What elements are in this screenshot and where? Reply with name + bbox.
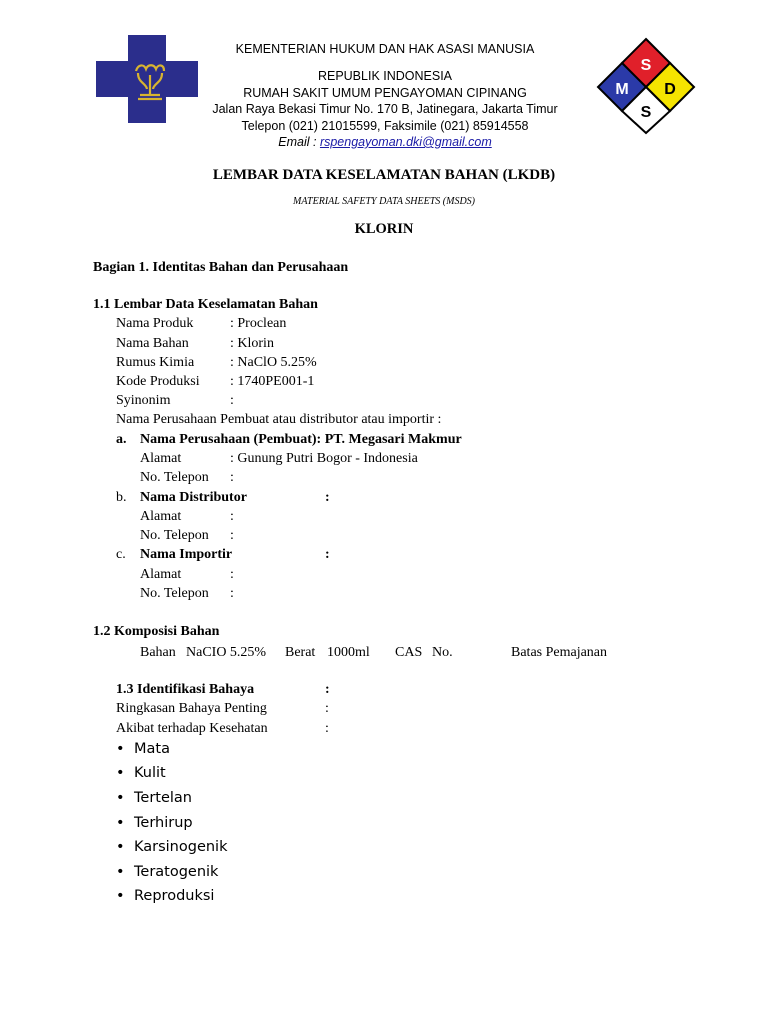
field-label: No. Telepon (140, 470, 209, 485)
field-value: : 1740PE001-1 (230, 374, 315, 389)
bullet-text: Karsinogenik (134, 839, 228, 855)
field-label: Alamat (140, 509, 182, 524)
bullet-text: Mata (134, 741, 170, 757)
substance-name: KLORIN (354, 221, 414, 237)
hospital-logo (94, 33, 200, 125)
bullet-text: Reproduksi (134, 888, 215, 904)
field-label: Kode Produksi (116, 374, 200, 389)
field-label: Rumus Kimia (116, 355, 195, 370)
field-value: : (230, 393, 234, 408)
field-value: : Klorin (230, 336, 274, 351)
field-value: : (230, 586, 234, 601)
diamond-top-letter: S (640, 57, 652, 74)
ministry-line: KEMENTERIAN HUKUM DAN HAK ASASI MANUSIA (235, 42, 535, 56)
field-label: Nama Produk (116, 316, 194, 331)
field-value: : Gunung Putri Bogor - Indonesia (230, 451, 418, 466)
company-intro: Nama Perusahaan Pembuat atau distributor atau importir : (116, 412, 442, 427)
berat-label: Berat (285, 645, 316, 660)
company-a-name: Nama Perusahaan (Pembuat): PT. Megasari Makmur (140, 432, 462, 447)
document-subtitle: MATERIAL SAFETY DATA SHEETS (MSDS) (292, 196, 476, 207)
field-value: : (230, 470, 234, 485)
field-label: Alamat (140, 567, 182, 582)
field-label: No. Telepon (140, 528, 209, 543)
list-marker: a. (116, 432, 127, 447)
bullet-text: Teratogenik (134, 864, 219, 880)
bullet-text: Kulit (134, 765, 166, 781)
address-line: Jalan Raya Bekasi Timur No. 170 B, Jatinegara, Jakarta Timur (212, 102, 558, 116)
bullet-text: Terhirup (134, 815, 193, 831)
email-line (200, 135, 570, 149)
hazard-label: Ringkasan Bahaya Penting (116, 701, 267, 716)
email-label: Email : (278, 135, 317, 149)
hazard-label: Akibat terhadap Kesehatan (116, 721, 268, 736)
cas-label: CAS (395, 645, 423, 660)
field-value: : (230, 567, 234, 582)
hazard-value: : (325, 721, 329, 736)
diamond-right-letter: D (664, 81, 676, 98)
diamond-bottom-letter: S (640, 104, 652, 121)
field-label: Nama Bahan (116, 336, 189, 351)
field-value: : (230, 509, 234, 524)
bahan-value: NaCIO 5.25% (186, 645, 267, 660)
section-1-2-heading: 1.2 Komposisi Bahan (93, 624, 220, 639)
msds-diamond-logo (594, 35, 698, 135)
cas-value: No. (432, 645, 453, 660)
bullet-text: Tertelan (134, 790, 192, 806)
batas-label: Batas Pemajanan (511, 645, 608, 660)
bahan-label: Bahan (140, 645, 176, 660)
field-label: No. Telepon (140, 586, 209, 601)
field-value: : Proclean (230, 316, 287, 331)
msds-diamond-icon (594, 35, 698, 135)
field-label: Syinonim (116, 393, 171, 408)
hazard-value: : (325, 701, 329, 716)
section-1-3-colon: : (325, 682, 330, 697)
republic-line: REPUBLIK INDONESIA (317, 69, 453, 83)
list-marker: b. (116, 490, 127, 505)
email-link[interactable]: rspengayoman.dki@gmail.com (319, 135, 492, 149)
distributor-colon: : (325, 490, 330, 505)
list-marker: c. (116, 547, 126, 562)
field-label: Alamat (140, 451, 182, 466)
document-title: LEMBAR DATA KESELAMATAN BAHAN (LKDB) (212, 167, 556, 183)
diamond-left-letter: M (615, 81, 629, 98)
section-1-heading: Bagian 1. Identitas Bahan dan Perusahaan (93, 260, 349, 275)
phone-line: Telepon (021) 21015599, Faksimile (021) 85914558 (241, 119, 529, 133)
importer-label: Nama Importir (140, 547, 233, 562)
hospital-name: RUMAH SAKIT UMUM PENGAYOMAN CIPINANG (243, 86, 527, 100)
field-value: : NaClO 5.25% (230, 355, 317, 370)
distributor-label: Nama Distributor (140, 490, 247, 505)
section-1-3-heading: 1.3 Identifikasi Bahaya (116, 682, 255, 697)
berat-value: 1000ml (327, 645, 370, 660)
field-value: : (230, 528, 234, 543)
importer-colon: : (325, 547, 330, 562)
cross-emblem-icon (94, 33, 200, 125)
section-1-1-heading: 1.1 Lembar Data Keselamatan Bahan (93, 297, 318, 312)
